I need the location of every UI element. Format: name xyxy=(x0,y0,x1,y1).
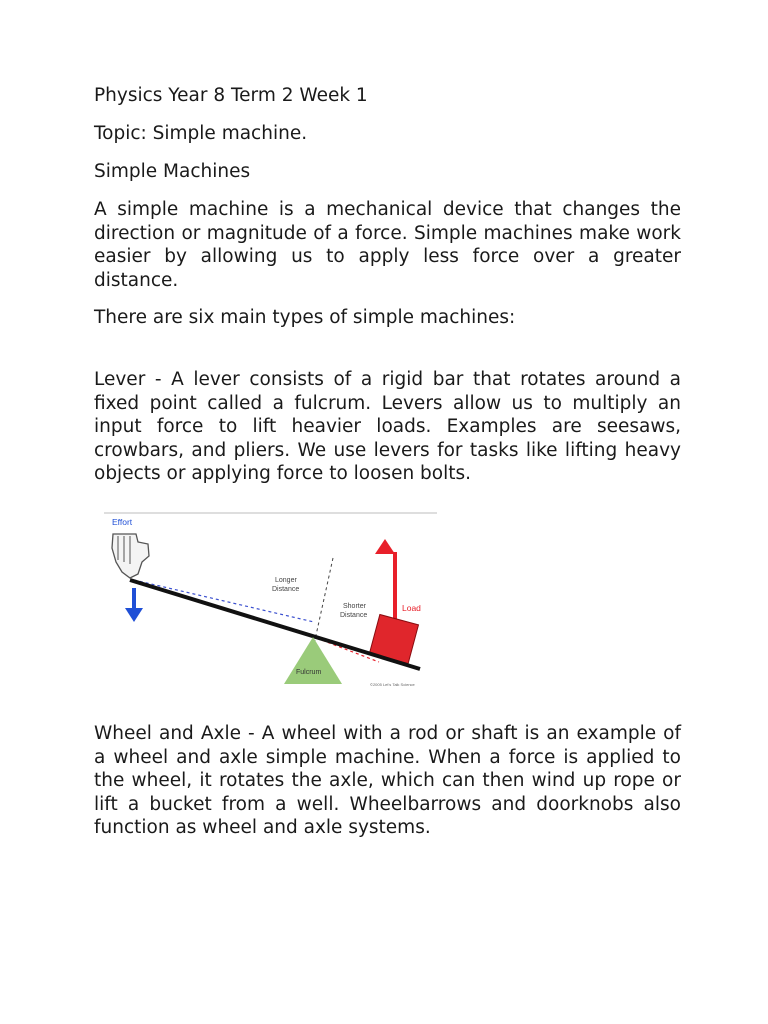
shorter-label-2: Distance xyxy=(340,612,368,619)
types-line: There are six main types of simple machines: xyxy=(94,307,516,328)
copyright-text: ©2005 Let's Talk Science xyxy=(370,682,415,687)
fulcrum-label: Fulcrum xyxy=(296,669,322,676)
longer-label-2: Distance xyxy=(272,586,300,593)
lever-diagram xyxy=(104,512,437,712)
wheel-paragraph: Wheel and Axle - A wheel with a rod or shaft is an example of a wheel and axle simple machine. When a force is applied to the wheel, it rotates the axle, which can then wind up rope or lift a bucket from a well. Wheelbarrows and doorknobs also function as wheel and axle systems. xyxy=(94,723,681,838)
load-label: Load xyxy=(402,603,421,613)
document-body xyxy=(94,84,681,486)
longer-label-1: Longer xyxy=(275,577,297,584)
intro-paragraph: A simple machine is a mechanical device that changes the direction or magnitude of a force. Simple machines make work easier by allowing us to apply less force over a greater distance. xyxy=(94,199,681,291)
section-heading: Simple Machines xyxy=(94,161,251,182)
shorter-label-1: Shorter xyxy=(343,603,366,610)
topic-line: Topic: Simple machine. xyxy=(94,123,308,144)
effort-label: Effort xyxy=(112,517,133,527)
lever-paragraph: Lever - A lever consists of a rigid bar that rotates around a fixed point called a fulcrum. Levers allow us to multiply an input force to lift heavier loads. Examples are seesaws, crowbars, and pliers. We use levers for tasks like lifting heavy objects or applying force to loosen bolts. xyxy=(94,369,681,484)
document-title: Physics Year 8 Term 2 Week 1 xyxy=(94,85,368,106)
wheel-section xyxy=(94,722,681,840)
